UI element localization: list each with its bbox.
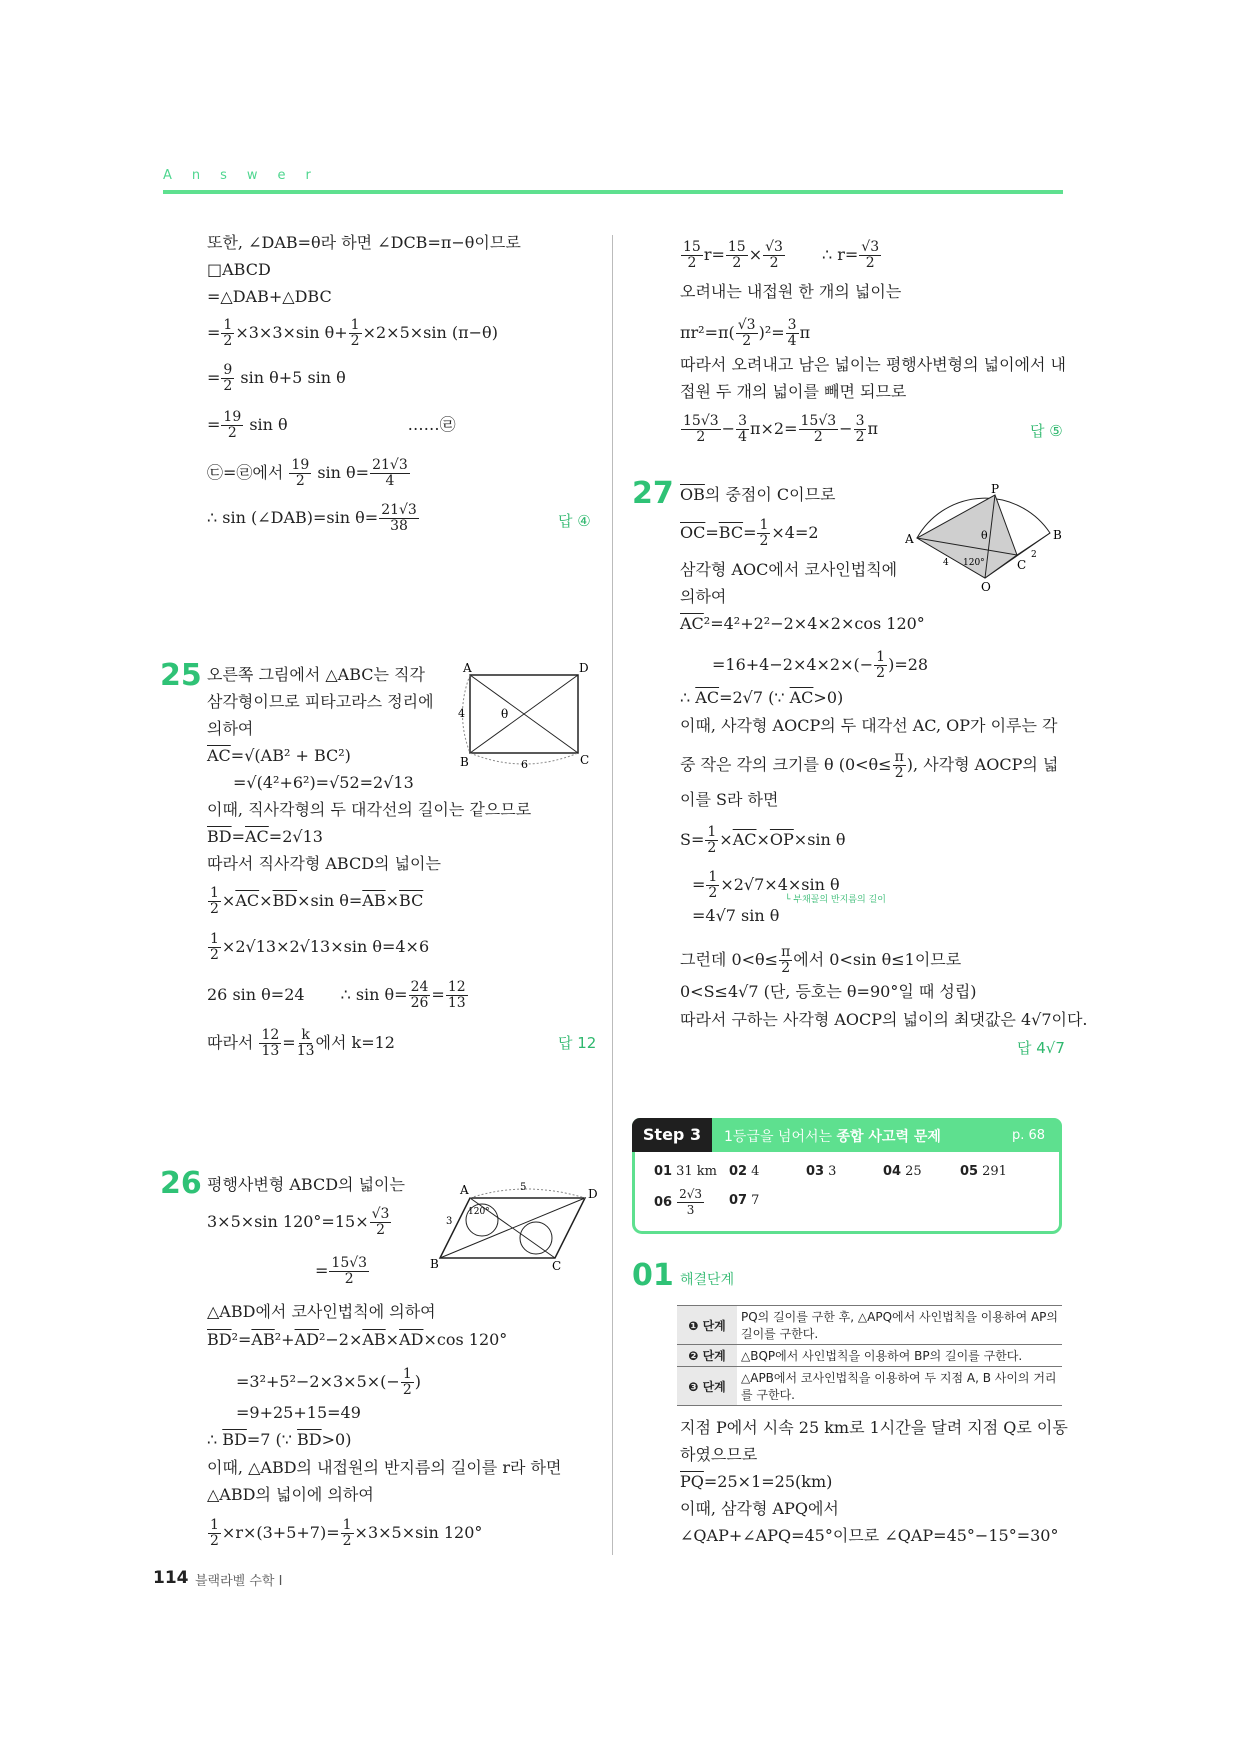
text-line: △ABD의 넓이에 의하여 (207, 1485, 374, 1504)
equation: 26 sin θ=24 ∴ sin θ= $\frac{24}{26}$ = $\frac{12}{13}$ (207, 979, 466, 1011)
equation: 중 작은 각의 크기를 θ (0<θ≤ $\frac{\pi}{2}$ ), 사각형 AOCP의 넓 (680, 749, 1059, 781)
side-label: 6 (521, 758, 528, 770)
side-label: 3 (446, 1216, 453, 1227)
solution-steps-table (677, 1305, 1062, 1406)
equation: =16+4−2×4×2×(− $\frac{1}{2}$ )=28 (712, 649, 929, 681)
equation: $\frac{1}{2}$ ×r×(3+5+7)= $\frac{1}{2}$ ×3×5×sin 120° (210, 1517, 483, 1549)
text-line: 이때, △ABD의 내접원의 반지름의 길이를 r라 하면 (207, 1458, 562, 1477)
text-line: □ABCD (207, 260, 271, 279)
answer-27: 답 4√7 (1017, 1039, 1065, 1057)
equation: ∴ $\overline{BD}=7$ (∵ $\overline{BD}>0$) (207, 1430, 352, 1449)
point-label: A (463, 661, 472, 675)
point-label: D (579, 661, 589, 675)
point-label: B (430, 1257, 439, 1270)
equation: $\frac{15√3}{2}$ − $\frac{3}{4}$ π×2= $\frac{15√3}{2}$ − $\frac{3}{2}$ π (683, 413, 878, 445)
equation: 따라서 $\frac{12}{13}$ = $\frac{k}{13}$ 에서 k=12 (207, 1027, 395, 1059)
book-title: 블랙라벨 수학 Ⅰ (195, 1574, 283, 1589)
page-number: 114 (153, 1568, 189, 1588)
point-label: B (460, 755, 469, 769)
step-answer: 06 $\frac{2√3}{3}$ (654, 1187, 703, 1217)
point-label: C (552, 1259, 562, 1270)
equation: =4√7 sin θ (692, 906, 780, 925)
solution-steps-label: 해결단계 (680, 1272, 735, 1288)
text-line: 평행사변형 ABCD의 넓이는 (207, 1175, 405, 1194)
equation: πr²=π( $\frac{√3}{2}$ )²= $\frac{3}{4}$ π (680, 317, 811, 349)
text-line: 의하여 (680, 587, 727, 606)
equation: =√(4²+6²)=√52=2√13 (233, 773, 414, 792)
equation: ∴ $\overline{AC}=2√7$ (∵ $\overline{AC}>0$) (680, 688, 844, 707)
angle-label: 120° (963, 558, 985, 568)
text-line: 의하여 (207, 719, 254, 738)
point-label: A (460, 1183, 469, 1197)
text-line: 이때, 직사각형의 두 대각선의 길이는 같으므로 (207, 800, 532, 819)
text-line: 이를 S라 하면 (680, 790, 779, 809)
equation: 그런데 0<θ≤ $\frac{\pi}{2}$ 에서 0<sin θ≤1이므로 (680, 944, 962, 976)
text-line: 오른쪽 그림에서 △ABC는 직각 (207, 665, 425, 684)
text-line: 하였으므로 (680, 1445, 758, 1464)
angle-label: 120° (468, 1207, 490, 1217)
side-label: 2 (1031, 550, 1037, 560)
problem-number-27: 27 (632, 476, 674, 511)
table-row: ❷ 단계 △BQP에서 사인법칙을 이용하여 BP의 길이를 구한다. (677, 1345, 1062, 1367)
equation: = $\frac{15√3}{2}$ (315, 1255, 368, 1287)
table-row: ❸ 단계 △APB에서 코사인법칙을 이용하여 두 지점 A, B 사이의 거리를 구한다. (677, 1367, 1062, 1406)
text-line: 이때, 사각형 AOCP의 두 대각선 AC, OP가 이루는 각 (680, 716, 1058, 735)
equation: $\frac{15}{2}$ r= $\frac{15}{2}$ × $\frac{√3}{2}$ ∴ r= $\frac{√3}{2}$ (683, 239, 880, 271)
text-line: △ABD에서 코사인법칙에 의하여 (207, 1302, 436, 1321)
side-label: 4 (458, 707, 465, 720)
step3-title: 1등급을 넘어서는 종합 사고력 문제 (724, 1129, 941, 1145)
equation: = $\frac{19}{2}$ sin θ ……㉣ (207, 409, 456, 441)
point-label: D (588, 1187, 598, 1201)
point-label: P (991, 483, 1000, 496)
equation: S= $\frac{1}{2}$ $\times\overline{AC}\times\overline{OP}\times\sin$ θ (680, 824, 846, 856)
equation: =9+25+15=49 (236, 1403, 361, 1422)
column-divider (612, 235, 613, 1555)
equation: 3×5×sin 120°=15× $\frac{√3}{2}$ (207, 1206, 390, 1238)
annotation-note: └ 부채꼴의 반지름의 길이 (785, 895, 886, 905)
step-answer: 04 25 (883, 1164, 922, 1179)
text-line: =△DAB+△DBC (207, 287, 332, 306)
answer-24: 답 ④ (558, 512, 591, 530)
equation: $\overline{BD}=\overline{AC}=2√13$ (207, 827, 323, 846)
point-label: B (1053, 528, 1062, 542)
problem-number-01: 01 (632, 1258, 674, 1293)
equation: $\overline{AC}=√(AB^2 + BC^2)$ (207, 746, 351, 765)
point-label: A (905, 532, 914, 546)
text-line: 따라서 오려내고 남은 넓이는 평행사변형의 넓이에서 내 (680, 355, 1067, 374)
rectangle-figure (455, 660, 595, 770)
side-label: 4 (943, 558, 949, 568)
equation: = $\frac{1}{2}$ ×2√7×4×sin θ (692, 869, 840, 901)
point-label: C (1017, 558, 1027, 572)
point-label: C (580, 753, 590, 767)
text-line: 오려내는 내접원 한 개의 넓이는 (680, 282, 902, 301)
text-line: 따라서 구하는 사각형 AOCP의 넓이의 최댓값은 4√7이다. (680, 1010, 1088, 1029)
text-line: 삼각형이므로 피타고라스 정리에 (207, 692, 434, 711)
step-answer: 03 3 (806, 1164, 837, 1179)
equation: ㉢=㉣에서 $\frac{19}{2}$ sin θ= $\frac{21√3}{4}$ (207, 457, 408, 489)
equation: = $\frac{9}{2}$ sin θ+5 sin θ (207, 362, 346, 394)
equation: $\overline{PQ}=25\times 1=25(km)$ (680, 1472, 833, 1491)
text-line: 또한, ∠DAB=θ라 하면 ∠DCB=π−θ이므로 (207, 233, 521, 252)
answer-26: 답 ⑤ (1030, 422, 1063, 440)
equation: $\overline{BD}^2=\overline{AB}^2+\overline{AD}^2-2\times\overline{AB}\times\overline{AD}\times\cos$ 120° (207, 1330, 508, 1349)
text-line: 삼각형 AOC에서 코사인법칙에 (680, 560, 898, 579)
equation: $\overline{AC}^2=4^2+2^2-2\times 4\times 2\times\cos$ 120° (680, 614, 925, 633)
problem-number-26: 26 (160, 1166, 202, 1201)
step-answer: 07 7 (729, 1193, 760, 1208)
text-line: 따라서 직사각형 ABCD의 넓이는 (207, 854, 441, 873)
step3-page-ref: p. 68 (1012, 1128, 1046, 1143)
text-line: 0<S≤4√7 (단, 등호는 θ=90°일 때 성립) (680, 982, 977, 1001)
angle-label: θ (981, 529, 988, 542)
text-line: 접원 두 개의 넓이를 빼면 되므로 (680, 382, 907, 401)
equation: $\overline{OC}=\overline{BC}=$ $\frac{1}{2}$ ×4=2 (680, 517, 819, 549)
equation: $\overline{OB}$의 중점이 C이므로 (680, 485, 836, 504)
equation: = $\frac{1}{2}$ ×3×3×sin θ+ $\frac{1}{2}$ ×2×5×sin (π−θ) (207, 317, 498, 349)
sector-figure (905, 483, 1065, 593)
equation: ∴ sin (∠DAB)=sin θ= $\frac{21√3}{38}$ (207, 502, 417, 534)
point-label: O (981, 580, 991, 593)
step-answer: 02 4 (729, 1164, 760, 1179)
parallelogram-figure (430, 1180, 605, 1270)
text-line: ∠QAP+∠APQ=45°이므로 ∠QAP=45°−15°=30° (680, 1526, 1059, 1545)
step-answer: 05 291 (960, 1164, 1007, 1179)
text-line: 지점 P에서 시속 25 km로 1시간을 달려 지점 Q로 이동 (680, 1418, 1068, 1437)
equation: $\frac{1}{2}$ ×2√13×2√13×sin θ=4×6 (210, 931, 430, 963)
side-label: 5 (520, 1182, 527, 1193)
answer-25: 답 12 (558, 1034, 597, 1052)
table-row: ❶ 단계 PQ의 길이를 구한 후, △APQ에서 사인법칙을 이용하여 AP의 길이를 구한다. (677, 1306, 1062, 1345)
equation: =3²+5²−2×3×5×(− $\frac{1}{2}$ ) (236, 1366, 421, 1398)
section-label: Answer (163, 168, 331, 183)
step3-label: Step 3 (632, 1118, 712, 1152)
step-answer: 01 31 km (654, 1164, 717, 1179)
equation: $\frac{1}{2}$ $\times\overline{AC}\times\overline{BD}\times\sin$ $\theta=\overline{AB}\times\overline{BC}$ (210, 885, 424, 917)
header-rule (163, 190, 1063, 194)
angle-label: θ (501, 707, 509, 721)
problem-number-25: 25 (160, 658, 202, 693)
text-line: 이때, 삼각형 APQ에서 (680, 1499, 839, 1518)
